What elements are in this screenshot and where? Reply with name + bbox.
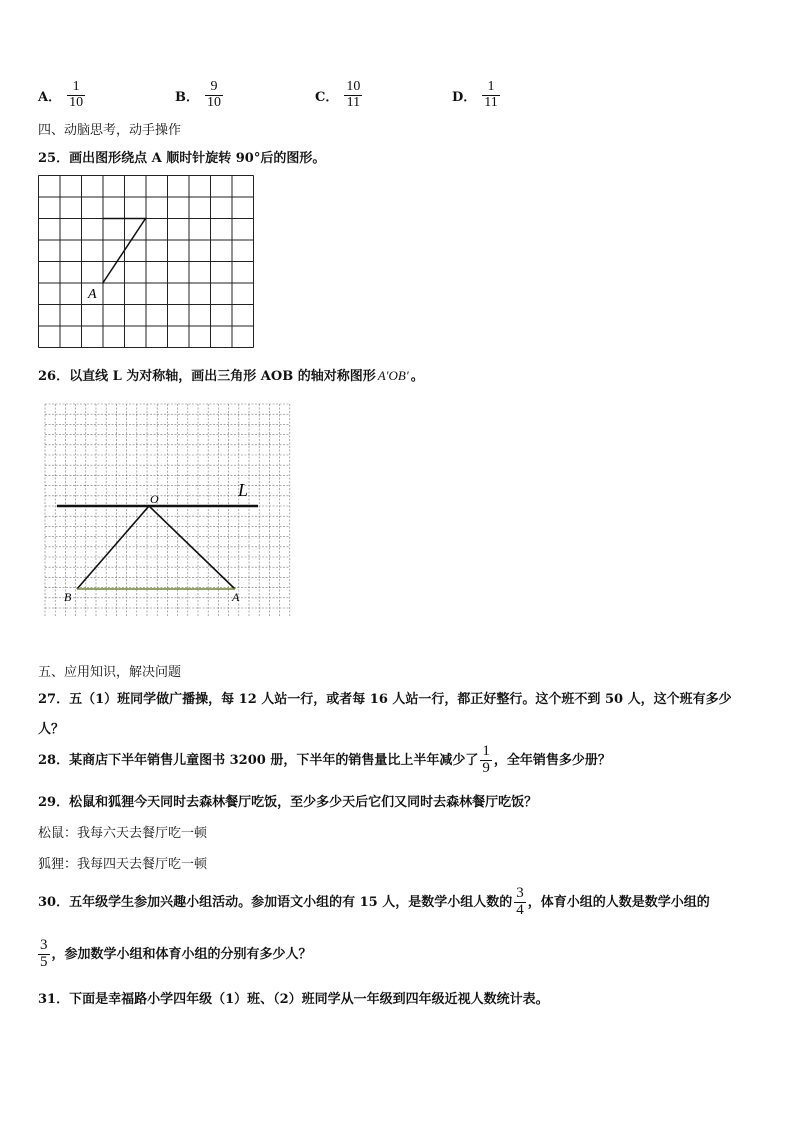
- q29-text: 29．松鼠和狐狸今天同时去森林餐厅吃饭，至少多少天后它们又同时去森林餐厅吃饭？: [38, 795, 538, 810]
- q27-line1: 27．五（1）班同学做广播操，每 12 人站一行，或者每 16 人站一行，都正好整行。这个班不到 50 人，这个班有多少: [38, 692, 732, 707]
- option-d: [452, 80, 502, 110]
- q25-grid: [39, 176, 254, 348]
- option-b-label: B．: [175, 89, 199, 105]
- q28-prefix: 28．某商店下半年销售儿童图书 3200 册，下半年的销售量比上半年减少了: [38, 752, 479, 768]
- q26-text: [38, 365, 424, 384]
- option-a-fraction: $\frac{1}{10}$: [69, 79, 84, 110]
- option-d-label: D．: [452, 89, 477, 105]
- q30-prefix: 30．五年级学生参加兴趣小组活动。参加语文小组的有 15 人，是数学小组人数的: [38, 894, 513, 910]
- q26-label-line: L: [238, 480, 249, 500]
- option-b-fraction: $\frac{9}{10}$: [207, 79, 221, 110]
- section5-title: 五、应用知识，解决问题: [38, 665, 182, 680]
- q26-text-math: A′OB′: [377, 368, 409, 383]
- q28-suffix: ，全年销售多少册？: [493, 752, 611, 768]
- option-d-fraction: $\frac{1}{11}$: [484, 79, 498, 110]
- q28-fraction: $\frac{1}{9}$: [482, 743, 490, 776]
- q29-fox: 狐狸：我每四天去餐厅吃一顿: [38, 857, 208, 872]
- q30-fraction-2: $\frac{3}{5}$: [40, 937, 48, 970]
- option-a-label: A．: [38, 89, 62, 105]
- q29-squirrel: 松鼠：我每六天去餐厅吃一顿: [38, 826, 208, 841]
- q26-label-b: B: [64, 590, 72, 604]
- option-c-label: C．: [315, 89, 339, 105]
- option-c: [315, 80, 364, 110]
- q30-line1: [38, 886, 710, 919]
- q26-segment-ob: [77, 506, 149, 589]
- q30-line2: [38, 938, 312, 971]
- q26-label-a: A: [232, 590, 240, 604]
- q28-text: [38, 744, 611, 777]
- q25-text: 25．画出图形绕点 A 顺时针旋转 90°后的图形。: [38, 151, 326, 166]
- option-c-fraction: $\frac{10}{11}$: [346, 79, 361, 110]
- q30-middle: ，体育小组的人数是数学小组的: [527, 894, 710, 910]
- q27-line2: 人？: [38, 722, 65, 737]
- q26-text-prefix: 26．以直线 L 为对称轴，画出三角形 AOB 的轴对称图形: [38, 369, 376, 384]
- section4-title: 四、动脑思考，动手操作: [38, 123, 182, 138]
- q25-point-label: A: [88, 287, 97, 302]
- q26-segment-oa: [149, 506, 235, 589]
- q31-text: 31．下面是幸福路小学四年级（1）班、（2）班同学从一年级到四年级近视人数统计表。: [38, 992, 549, 1007]
- q30-suffix: ，参加数学小组和体育小组的分别有多少人？: [51, 946, 312, 962]
- q25-grid-figure: [38, 175, 254, 348]
- option-b: [175, 80, 225, 110]
- q26-label-o: O: [150, 492, 159, 506]
- q30-fraction-1: $\frac{3}{4}$: [516, 885, 524, 918]
- q26-text-suffix: 。: [410, 369, 424, 384]
- q26-grid-figure: [44, 403, 292, 618]
- option-a: [38, 80, 87, 110]
